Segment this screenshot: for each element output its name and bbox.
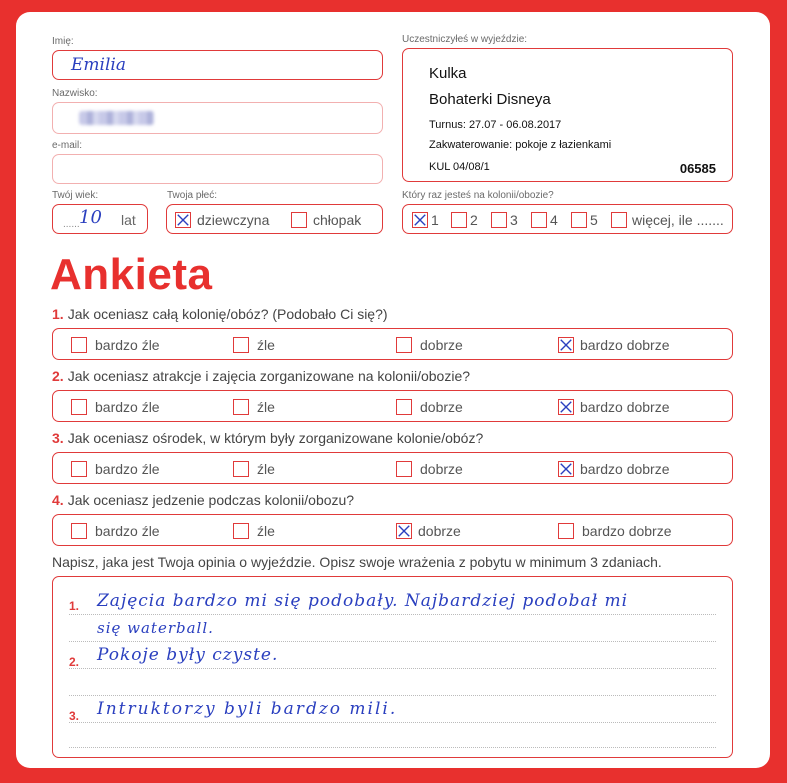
gender-option-girl[interactable]: dziewczyna bbox=[175, 211, 269, 228]
q1-option-good[interactable]: dobrze bbox=[396, 336, 463, 353]
gender-boy-checkbox[interactable] bbox=[291, 212, 307, 228]
opinion-prompt: Napisz, jaka jest Twoja opinia o wyjeździe. Opisz swoje wrażenia z pobytu w minimum 3 zdaniach. bbox=[52, 554, 662, 570]
trip-code: KUL 04/08/1 bbox=[429, 161, 490, 173]
ruled-line bbox=[69, 668, 716, 669]
name-label: Imię: bbox=[52, 36, 74, 47]
surname-label: Nazwisko: bbox=[52, 88, 98, 99]
opinion-box[interactable] bbox=[52, 576, 733, 758]
q4-option-very-good[interactable]: bardzo dobrze bbox=[558, 522, 672, 539]
name-value: Emilia bbox=[71, 55, 126, 75]
times-option-5[interactable]: 5 bbox=[571, 211, 598, 228]
age-field[interactable]: ...... 10 lat bbox=[52, 204, 148, 234]
question-3-options bbox=[52, 452, 733, 484]
q3-option-very-good[interactable]: bardzo dobrze bbox=[558, 460, 670, 477]
q2-option-good[interactable]: dobrze bbox=[396, 398, 463, 415]
q2-option-bad[interactable]: źle bbox=[233, 398, 275, 415]
answer-3-number: 3. bbox=[69, 709, 80, 723]
q4-option-bad[interactable]: źle bbox=[233, 522, 275, 539]
ruled-line bbox=[69, 641, 716, 642]
email-field[interactable] bbox=[52, 154, 383, 184]
answer-3-line-1: Intruktorzy byli bardzo mili. bbox=[97, 699, 398, 719]
answer-2-number: 2. bbox=[69, 655, 80, 669]
question-1-options bbox=[52, 328, 733, 360]
age-suffix: lat bbox=[121, 212, 136, 228]
times-label: Który raz jesteś na kolonii/obozie? bbox=[402, 190, 554, 201]
ruled-line bbox=[69, 695, 716, 696]
times-field bbox=[402, 204, 733, 234]
ruled-line bbox=[69, 722, 716, 723]
participant-label: Uczestniczyłeś w wyjeździe: bbox=[402, 34, 528, 45]
trip-info-box bbox=[402, 48, 733, 182]
times-option-4[interactable]: 4 bbox=[531, 211, 558, 228]
question-2: 2. Jak oceniasz atrakcje i zajęcia zorganizowane na kolonii/obozie? bbox=[52, 368, 471, 384]
age-label: Twój wiek: bbox=[52, 190, 99, 201]
q1-option-very-good[interactable]: bardzo dobrze bbox=[558, 336, 670, 353]
q2-option-very-good[interactable]: bardzo dobrze bbox=[558, 398, 670, 415]
q3-option-good[interactable]: dobrze bbox=[396, 460, 463, 477]
ruled-line bbox=[69, 614, 716, 615]
question-3: 3. Jak oceniasz ośrodek, w którym były zorganizowane kolonie/obóz? bbox=[52, 430, 484, 446]
times-option-more[interactable]: więcej, ile ....... bbox=[611, 211, 724, 228]
q4-option-good[interactable]: dobrze bbox=[396, 522, 461, 539]
survey-title: Ankieta bbox=[50, 250, 213, 299]
trip-theme: Bohaterki Disneya bbox=[429, 91, 551, 108]
times-option-2[interactable]: 2 bbox=[451, 211, 478, 228]
gender-label: Twoja płeć: bbox=[167, 190, 218, 201]
answer-2-line-1: Pokoje były czyste. bbox=[97, 645, 279, 665]
gender-option-boy[interactable]: chłopak bbox=[291, 211, 361, 228]
trip-number: 06585 bbox=[679, 161, 716, 176]
name-field[interactable] bbox=[52, 50, 383, 80]
age-value: 10 bbox=[79, 207, 102, 228]
times-option-3[interactable]: 3 bbox=[491, 211, 518, 228]
gender-girl-checkbox[interactable] bbox=[175, 212, 191, 228]
question-1: 1. Jak oceniasz całą kolonię/obóz? (Podobało Ci się?) bbox=[52, 306, 388, 322]
q2-option-very-bad[interactable]: bardzo źle bbox=[71, 398, 160, 415]
trip-accommodation: Zakwaterowanie: pokoje z łazienkami bbox=[429, 139, 612, 151]
trip-name: Kulka bbox=[429, 65, 467, 82]
question-4-options bbox=[52, 514, 733, 546]
gender-field bbox=[166, 204, 383, 234]
q1-option-very-bad[interactable]: bardzo źle bbox=[71, 336, 160, 353]
question-4: 4. Jak oceniasz jedzenie podczas kolonii/obozu? bbox=[52, 492, 355, 508]
survey-sheet bbox=[16, 12, 770, 768]
q3-option-very-bad[interactable]: bardzo źle bbox=[71, 460, 160, 477]
question-2-options bbox=[52, 390, 733, 422]
q4-option-very-bad[interactable]: bardzo źle bbox=[71, 522, 160, 539]
surname-field[interactable] bbox=[52, 102, 383, 134]
answer-1-line-2: się waterball. bbox=[97, 619, 214, 637]
q3-option-bad[interactable]: źle bbox=[233, 460, 275, 477]
answer-1-number: 1. bbox=[69, 599, 80, 613]
q1-option-bad[interactable]: źle bbox=[233, 336, 275, 353]
ruled-line bbox=[69, 747, 716, 748]
answer-1-line-1: Zajęcia bardzo mi się podobały. Najbardziej podobał mi bbox=[97, 591, 629, 611]
times-option-1[interactable]: 1 bbox=[412, 211, 439, 228]
times-1-checkbox[interactable] bbox=[412, 212, 428, 228]
redacted-surname bbox=[79, 111, 154, 125]
trip-turnus: Turnus: 27.07 - 06.08.2017 bbox=[429, 119, 562, 131]
email-label: e-mail: bbox=[52, 140, 83, 151]
